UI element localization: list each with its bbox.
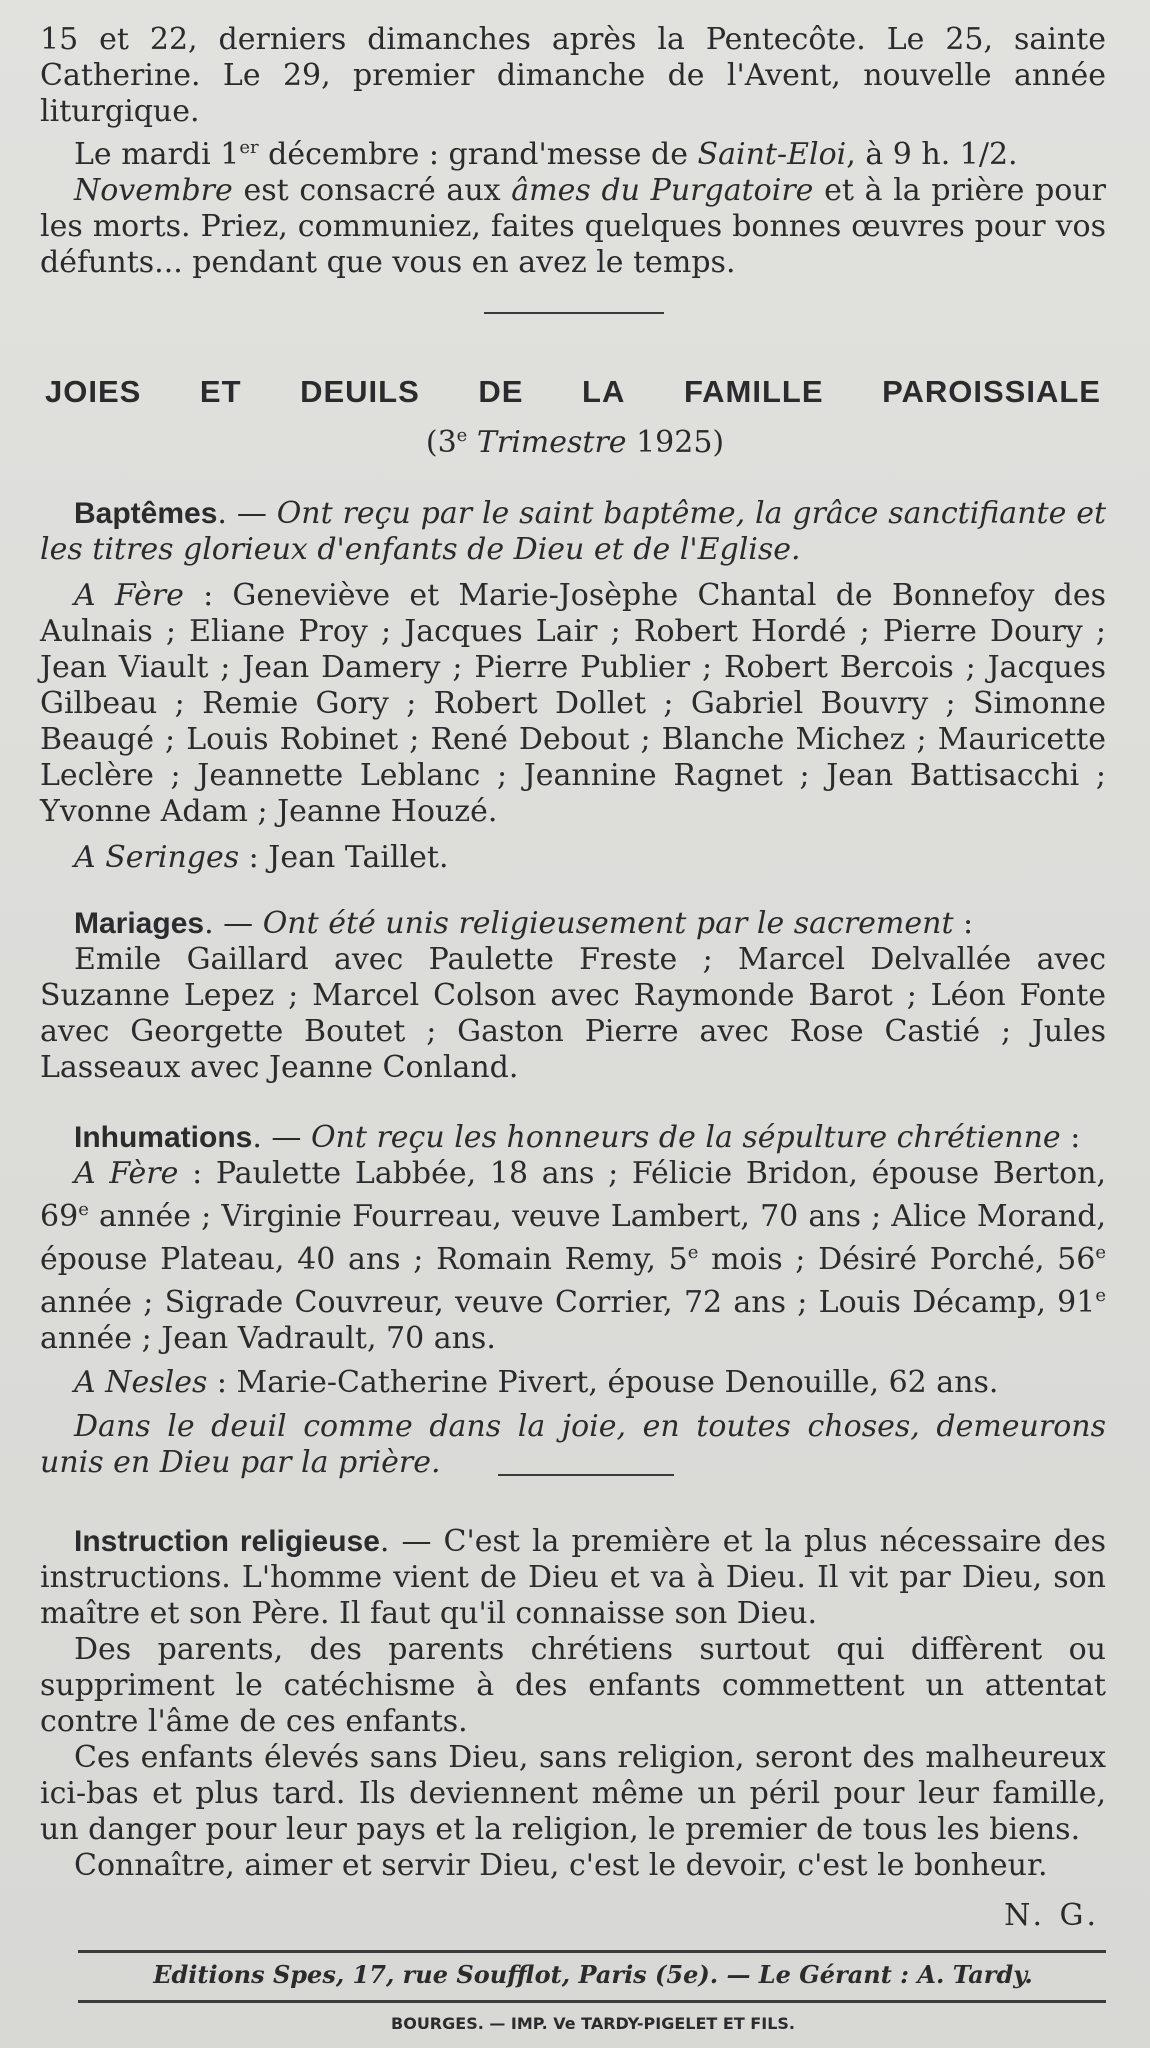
mariages-description: Ont été unis religieusement par le sacrement [262,906,954,941]
inhumations-section [40,1120,1106,1481]
baptemes-label: Baptêmes [74,497,218,530]
baptemes-section [40,496,1106,876]
inhum-sup: e [687,1242,699,1263]
baptemes-seringes [40,840,1106,876]
instruction-paragraph-4: Connaître, aimer et servir Dieu, c'est le devoir, c'est le bonheur. [74,1848,1048,1883]
section-subheading [0,425,1150,460]
inhum-a: : Paulette Labbée, 18 ans ; Félicie Bridon, épouse Berton, 69 [40,1156,1106,1234]
inhumations-nesles [40,1365,1106,1401]
inhumations-nesles-list: : Marie-Catherine Pivert, épouse Denouille, 62 ans. [207,1365,999,1400]
baptemes-fere [40,578,1106,830]
sub-open: (3 [425,425,457,460]
intro-p3-novembre: Novembre [74,173,233,208]
signature: N. G. [1004,1898,1100,1933]
mariages-list: Emile Gaillard avec Paulette Freste ; Marcel Delvallée avec Suzanne Lepez ; Marcel Colson avec Raymonde Barot ; Léon Fonte avec Georgette Boutet ; Gaston Pierre avec Rose Castié ; Jules Lasseaux avec Jeanne Conland. [40,942,1106,1085]
intro-p3-purgatoire: âmes du Purgatoire [511,173,814,208]
heading-word: ET [199,374,242,409]
section-divider-top [484,312,664,314]
footer-rule-bottom [78,2000,1106,2003]
inhum-c: mois ; Désiré Porché, 56 [698,1242,1096,1277]
instruction-paragraph-3: Ces enfants élevés sans Dieu, sans religion, seront des malheureux ici-bas et plus tard. Ils deviennent même un péril pour leur famille, un danger pour leur pays et la religion, le premier de tous les biens. [40,1740,1106,1847]
baptemes-seringes-list: : Jean Taillet. [239,840,449,875]
nesles-label: A Nesles [74,1365,208,1400]
section-divider-bottom [498,1474,674,1476]
inhumations-description: Ont reçu les honneurs de la sépulture chrétienne [310,1120,1061,1155]
fere-label: A Fère [74,1156,179,1191]
baptemes-fere-list: : Geneviève et Marie-Josèphe Chantal de Bonnefoy des Aulnais ; Eliane Proy ; Jacques Lair ; Robert Hordé ; Pierre Doury ; Jean Viault ; Jean Damery ; Pierre Publier ; Robert Bercois ; Jacques Gilbeau ; Remie Gory ; Robert Dollet ; Gabriel Bouvry ; Simonne Beaugé ; Louis Robinet ; René Debout ; Blanche Michez ; Mauricette Leclère ; Jeannette Leblanc ; Jeannine Ragnet ; Jean Battisacchi ; Yvonne Adam ; Jeanne Houzé. [40,578,1106,829]
heading-word: DEUILS [300,374,420,409]
intro-p2-b: décembre : grand'messe de [258,137,698,172]
intro-section [40,22,1106,281]
instruction-paragraph-2: Des parents, des parents chrétiens surtout qui diffèrent ou suppriment le catéchisme à des enfants commettent un attentat contre l'âme de ces enfants. [40,1632,1106,1739]
publisher-line: Editions Spes, 17, rue Soufflot, Paris (5e). — Le Gérant : A. Tardy. [153,1960,1033,1989]
dash: . — [217,496,277,531]
inhum-sup: e [78,1199,89,1220]
heading-word: LA [582,374,626,409]
heading-word: FAMILLE [683,374,824,409]
intro-p2-sup: er [239,137,259,158]
colon: : [1060,1120,1081,1155]
instruction-p1-text: C'est la première et la plus nécessaire des instructions. L'homme vient de Dieu et va à Dieu. Il vit par Dieu, son maître et son Père. Il faut qu'il connaisse son Dieu. [40,1524,1106,1631]
seringes-label: A Seringes [74,840,240,875]
intro-paragraph-3 [40,173,1106,281]
heading-word: JOIES [45,374,142,409]
sub-italic: Trimestre [467,425,627,460]
heading-word: DE [478,374,524,409]
intro-p2-d: , à 9 h. 1/2. [846,137,1018,172]
intro-paragraph-1: 15 et 22, derniers dimanches après la Pentecôte. Le 25, sainte Catherine. Le 29, premier dimanche de l'Avent, nouvelle année liturgique. [40,22,1106,129]
intro-paragraph-2 [40,130,1106,173]
printer-line: BOURGES. — IMP. Ve TARDY-PIGELET ET FILS. [391,2014,795,2033]
heading-word: PAROISSIALE [882,374,1101,409]
instruction-label: Instruction religieuse [74,1525,380,1558]
sub-sup: e [456,425,468,446]
dash: . — [379,1524,444,1559]
intro-p2-saint-eloi: Saint-Eloi [697,137,847,172]
inhumations-fere [40,1156,1106,1357]
footer-rule-top [78,1950,1106,1953]
intro-p3-d: et à la prière pour les morts. Priez, communiez, faites quelques bonnes œuvres pour vos défunts... pendant que vous en avez le temps. [40,173,1107,280]
fere-label: A Fère [74,578,184,613]
baptemes-intro [40,496,1106,568]
dash: . — [252,1120,311,1155]
inhumations-label: Inhumations [74,1121,253,1154]
intro-p3-b: est consacré aux [232,173,512,208]
colon: : [953,906,974,941]
inhum-b: année ; Virginie Fourreau, veuve Lambert, 70 ans ; Alice Morand, épouse Plateau, 40 ans ; Romain Remy, 5 [40,1199,1106,1277]
inhum-d: année ; Sigrade Couvreur, veuve Corrier, 72 ans ; Louis Décamp, 91 [40,1285,1096,1320]
instruction-section [40,1524,1106,1884]
inhumations-closing: Dans le deuil comme dans la joie, en toutes choses, demeurons unis en Dieu par la prière. [40,1409,1106,1480]
inhum-e: année ; Jean Vadrault, 70 ans. [40,1321,496,1356]
mariages-section [40,906,1106,1086]
section-heading [45,374,1101,410]
inhumations-intro [40,1120,1106,1156]
mariages-intro [40,906,1106,942]
inhum-sup: e [1095,1285,1106,1306]
dash: . — [204,906,263,941]
intro-p2-a: Le mardi 1 [74,137,240,172]
sub-close: 1925) [626,425,725,460]
mariages-label: Mariages [74,907,205,940]
instruction-paragraph-1 [40,1524,1106,1632]
baptemes-description: Ont reçu par le saint baptême, la grâce sanctifiante et les titres glorieux d'enfants de Dieu et de l'Eglise. [40,496,1107,567]
inhum-sup: e [1095,1242,1107,1263]
